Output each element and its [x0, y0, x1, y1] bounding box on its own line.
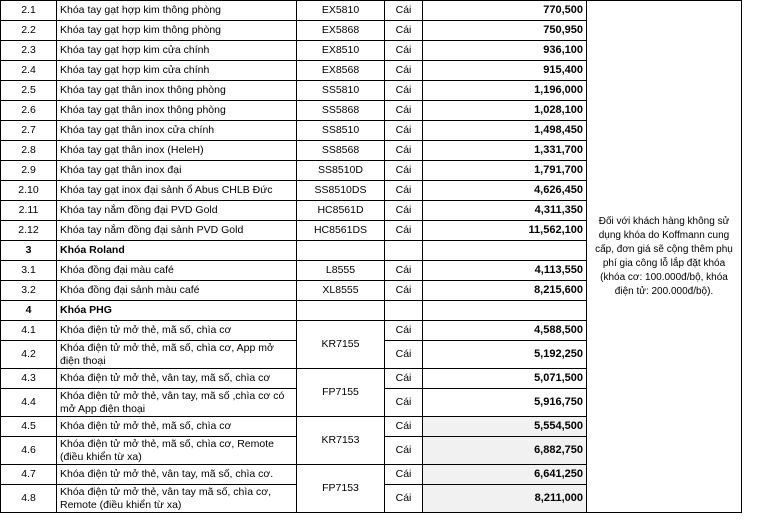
unit: Cái: [385, 417, 423, 437]
unit: Cái: [385, 141, 423, 161]
unit: Cái: [385, 121, 423, 141]
surcharge-note-cell: [587, 1, 742, 513]
unit-price: 5,192,250: [423, 341, 587, 369]
row-number: 4.6: [1, 437, 57, 465]
product-name: Khóa tay gạt hợp kim thông phòng: [57, 21, 297, 41]
table-row: [1, 1, 742, 21]
unit-price: 915,400: [423, 61, 587, 81]
unit-price: 4,588,500: [423, 321, 587, 341]
product-name: Khóa tay gạt thân inox đại: [57, 161, 297, 181]
unit-price: 8,211,000: [423, 485, 587, 513]
unit-price: 4,311,350: [423, 201, 587, 221]
product-code: SS5868: [297, 101, 385, 121]
row-number: 2.2: [1, 21, 57, 41]
unit-price: 936,100: [423, 41, 587, 61]
unit-price: 4,626,450: [423, 181, 587, 201]
product-code: SS5810: [297, 81, 385, 101]
product-code: FP7153: [297, 465, 385, 513]
product-code: EX5810: [297, 1, 385, 21]
row-number: 2.8: [1, 141, 57, 161]
product-code: SS8568: [297, 141, 385, 161]
unit-price: 1,498,450: [423, 121, 587, 141]
unit: Cái: [385, 181, 423, 201]
unit: Cái: [385, 465, 423, 485]
row-number: 4.8: [1, 485, 57, 513]
unit: Cái: [385, 485, 423, 513]
unit: Cái: [385, 161, 423, 181]
unit-price: 11,562,100: [423, 221, 587, 241]
unit-price: 770,500: [423, 1, 587, 21]
product-name: Khóa đồng đại màu café: [57, 261, 297, 281]
product-name: Khóa điện tử mở thẻ, mã số, chìa cơ, App mở điện thoại: [57, 341, 297, 369]
unit-price: 1,196,000: [423, 81, 587, 101]
unit-price: 6,641,250: [423, 465, 587, 485]
product-name: Khóa tay nắm đồng đại sảnh PVD Gold: [57, 221, 297, 241]
section-number: 3: [1, 241, 57, 261]
surcharge-note: Đối với khách hàng không sử dụng khóa do Koffmann cung cấp, đơn giá sẽ cộng thêm phụ phí gia công lỗ lắp đặt khóa (khóa cơ: 100.000đ/bộ, khóa điện tử: 200.000đ/bộ).: [595, 215, 733, 297]
unit: Cái: [385, 221, 423, 241]
product-name: Khóa điện tử mở thẻ, mã số, chìa cơ: [57, 417, 297, 437]
row-number: 2.12: [1, 221, 57, 241]
unit: Cái: [385, 81, 423, 101]
unit: Cái: [385, 61, 423, 81]
unit-price: 1,791,700: [423, 161, 587, 181]
product-code: L8555: [297, 261, 385, 281]
product-code: EX8568: [297, 61, 385, 81]
section-number: 4: [1, 301, 57, 321]
section-title: Khóa Roland: [57, 241, 297, 261]
row-number: 3.2: [1, 281, 57, 301]
section-title: Khóa PHG: [57, 301, 297, 321]
row-number: 2.7: [1, 121, 57, 141]
product-name: Khóa tay gạt hợp kim cửa chính: [57, 61, 297, 81]
product-code: SS8510DS: [297, 181, 385, 201]
product-name: Khóa điện tử mở thẻ, mã số, chìa cơ, Remote (điều khiển từ xa): [57, 437, 297, 465]
unit: Cái: [385, 41, 423, 61]
product-name: Khóa điện tử mở thẻ, vân tay mã số, chìa cơ, Remote (điều khiển từ xa): [57, 485, 297, 513]
row-number: 4.5: [1, 417, 57, 437]
product-name: Khóa đồng đại sảnh màu café: [57, 281, 297, 301]
product-name: Khóa điện tử mở thẻ, vân tay, mã số, chìa cơ: [57, 369, 297, 389]
product-code: HC8561DS: [297, 221, 385, 241]
row-number: 4.4: [1, 389, 57, 417]
unit: Cái: [385, 389, 423, 417]
unit: Cái: [385, 321, 423, 341]
row-number: 2.3: [1, 41, 57, 61]
product-name: Khóa tay gạt thân inox cửa chính: [57, 121, 297, 141]
product-code: HC8561D: [297, 201, 385, 221]
product-code: EX5868: [297, 21, 385, 41]
product-code: SS8510D: [297, 161, 385, 181]
product-code: FP7155: [297, 369, 385, 417]
row-number: 2.9: [1, 161, 57, 181]
product-code: XL8555: [297, 281, 385, 301]
unit: Cái: [385, 21, 423, 41]
row-number: 2.5: [1, 81, 57, 101]
unit-price: 6,882,750: [423, 437, 587, 465]
product-name: Khóa tay gạt thân inox thông phòng: [57, 101, 297, 121]
row-number: 3.1: [1, 261, 57, 281]
unit: Cái: [385, 101, 423, 121]
unit-price: 750,950: [423, 21, 587, 41]
product-code: EX8510: [297, 41, 385, 61]
product-code: KR7153: [297, 417, 385, 465]
row-number: 4.2: [1, 341, 57, 369]
unit-price: 5,554,500: [423, 417, 587, 437]
unit-price: 4,113,550: [423, 261, 587, 281]
row-number: 2.4: [1, 61, 57, 81]
product-name: Khóa tay gạt thân inox thông phòng: [57, 81, 297, 101]
row-number: 2.6: [1, 101, 57, 121]
product-name: Khóa tay gạt hợp kim cửa chính: [57, 41, 297, 61]
product-name: Khóa tay nắm đồng đại PVD Gold: [57, 201, 297, 221]
product-name: Khóa tay gạt thân inox (HeleH): [57, 141, 297, 161]
unit: Cái: [385, 369, 423, 389]
product-name: Khóa điện tử mở thẻ, vân tay, mã số, chìa cơ.: [57, 465, 297, 485]
product-name: Khóa điện tử mở thẻ, mã số, chìa cơ: [57, 321, 297, 341]
unit: Cái: [385, 1, 423, 21]
row-number: 4.1: [1, 321, 57, 341]
unit: Cái: [385, 281, 423, 301]
unit: Cái: [385, 437, 423, 465]
unit-price: 1,331,700: [423, 141, 587, 161]
unit-price: 1,028,100: [423, 101, 587, 121]
product-name: Khóa điện tử mở thẻ, vân tay, mã số ,chìa cơ có mở App điện thoại: [57, 389, 297, 417]
unit: Cái: [385, 341, 423, 369]
product-name: Khóa tay gạt inox đại sảnh ổ Abus CHLB Đức: [57, 181, 297, 201]
unit-price: 5,071,500: [423, 369, 587, 389]
row-number: 4.3: [1, 369, 57, 389]
product-code: KR7155: [297, 321, 385, 369]
unit-price: 5,916,750: [423, 389, 587, 417]
row-number: 2.11: [1, 201, 57, 221]
row-number: 4.7: [1, 465, 57, 485]
row-number: 2.10: [1, 181, 57, 201]
product-name: Khóa tay gạt hợp kim thông phòng: [57, 1, 297, 21]
unit: Cái: [385, 261, 423, 281]
row-number: 2.1: [1, 1, 57, 21]
unit: Cái: [385, 201, 423, 221]
unit-price: 8,215,600: [423, 281, 587, 301]
product-code: SS8510: [297, 121, 385, 141]
